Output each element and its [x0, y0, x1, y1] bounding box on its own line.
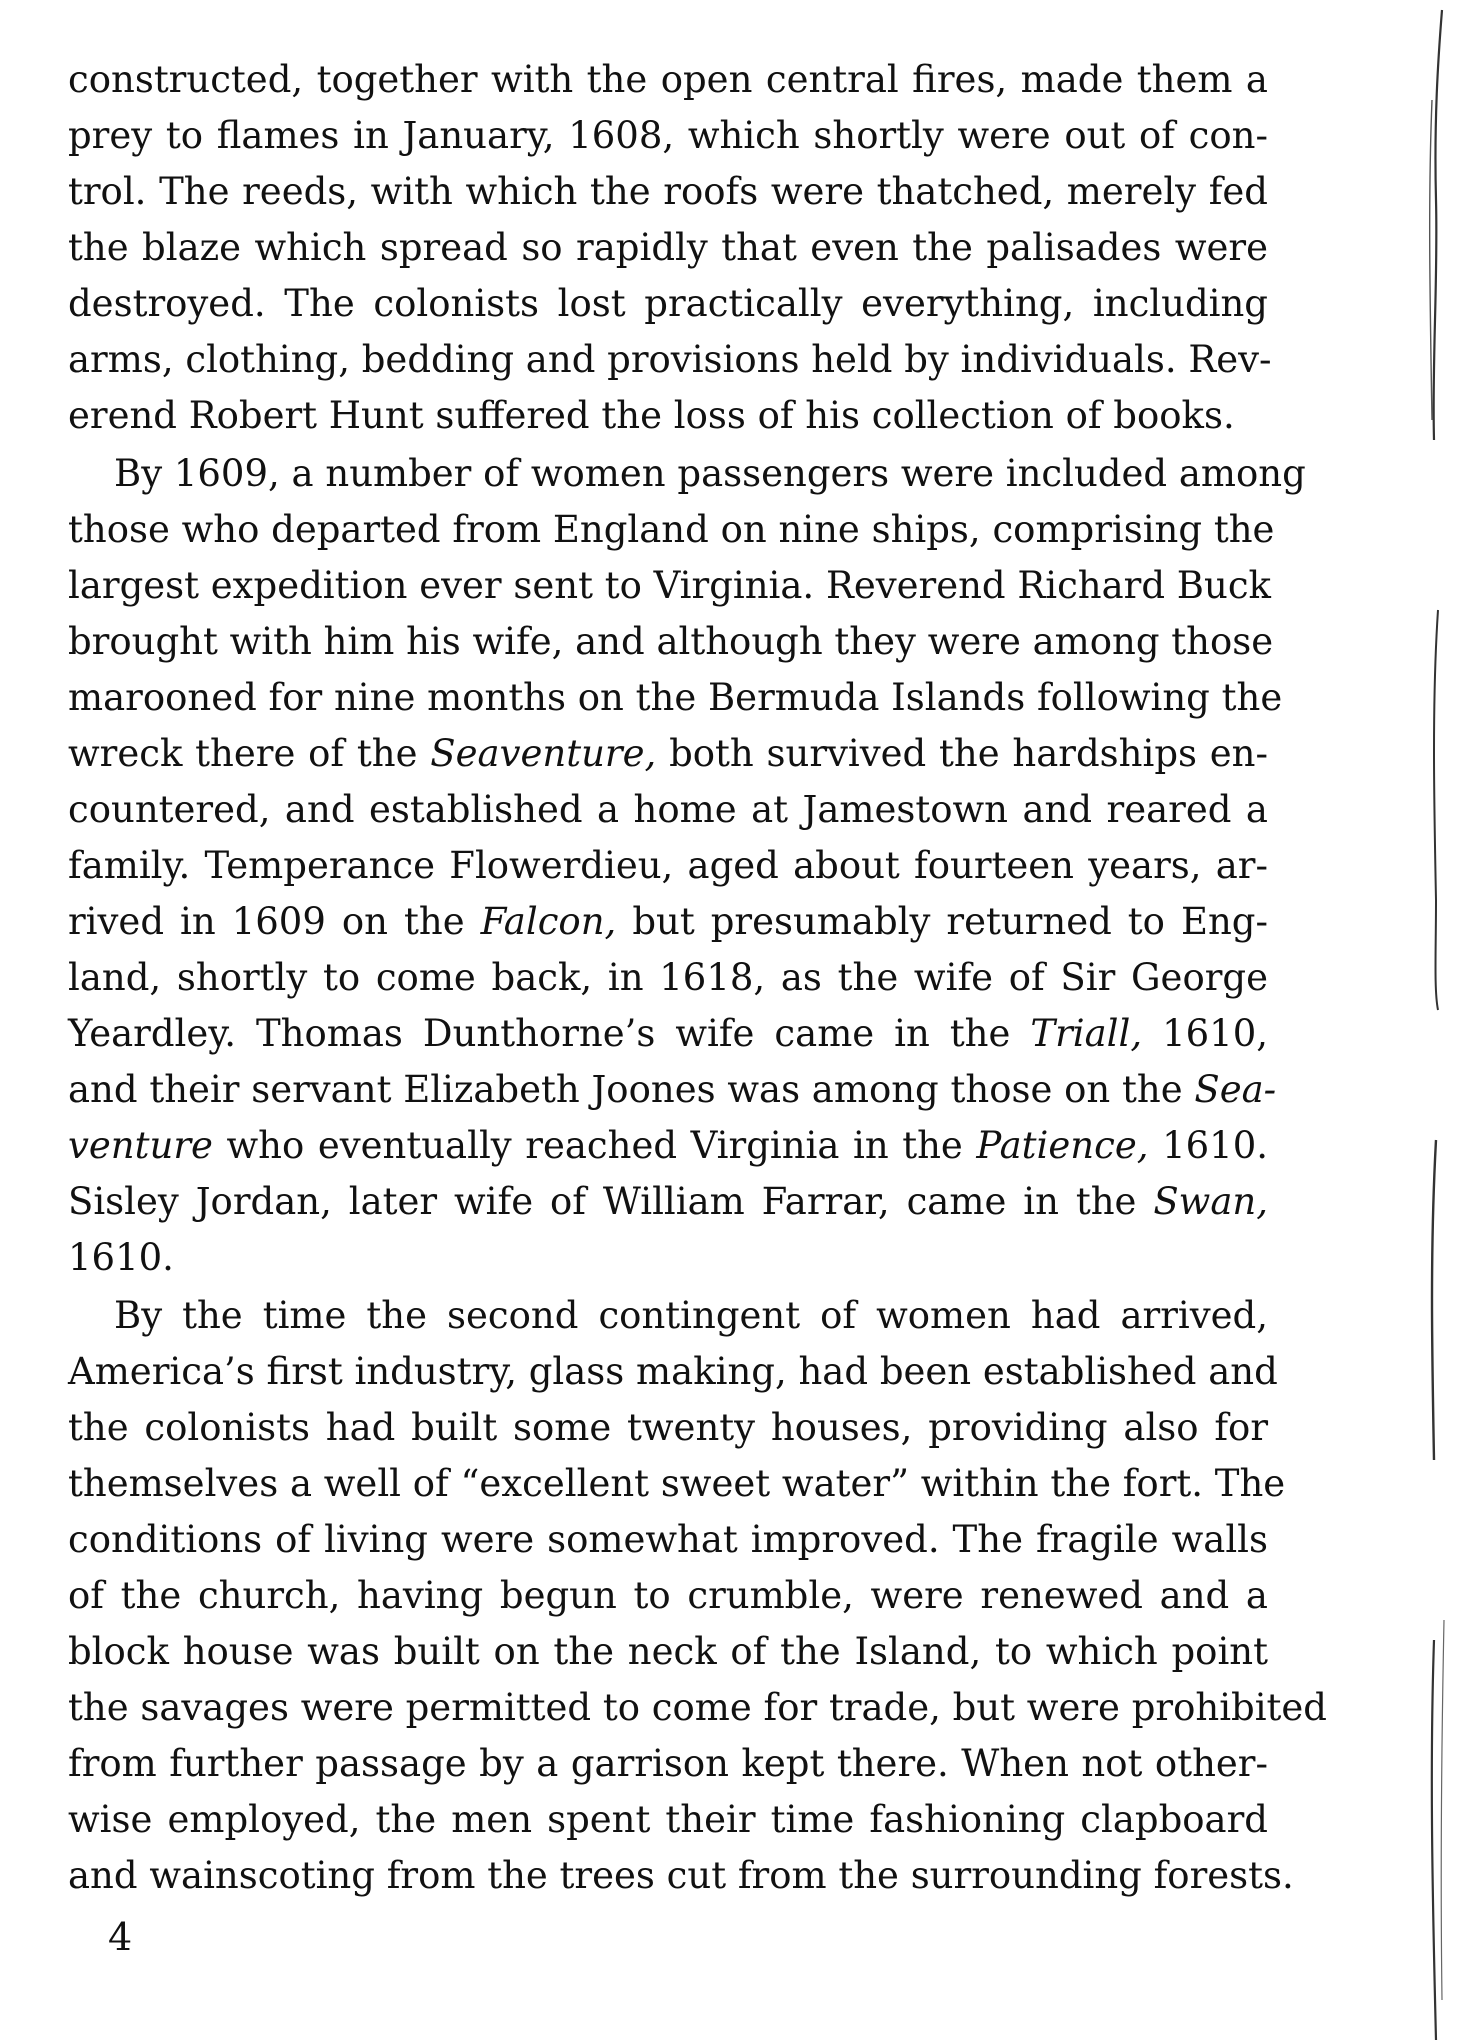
text-segment: constructed, together with the open central fires, made them a: [68, 58, 1268, 101]
text-segment: 1610.: [68, 1236, 174, 1279]
text-line: [68, 1568, 1268, 1624]
text-segment: marooned for nine months on the Bermuda Islands following the: [68, 676, 1283, 719]
text-segment: both survived the hardships en-: [656, 732, 1269, 775]
text-segment: By 1609, a number of women passengers were included among: [114, 452, 1306, 495]
text-segment: arms, clothing, bedding and provisions held by individuals. Rev-: [68, 338, 1272, 381]
paragraph-2: [68, 446, 1306, 1286]
text-line: [68, 1680, 1327, 1736]
text-line: [68, 108, 1268, 164]
text-segment: the savages were permitted to come for trade, but were prohibited: [68, 1686, 1327, 1729]
text-line: [68, 1792, 1268, 1848]
text-segment: conditions of living were somewhat improved. The fragile walls: [68, 1518, 1268, 1561]
italic-text: Swan,: [1153, 1180, 1268, 1223]
binding-edge-mark-2: [1430, 100, 1432, 420]
text-segment: the colonists had built some twenty houses, providing also for: [68, 1406, 1268, 1449]
page-number: 4: [108, 1915, 133, 1959]
text-segment: the blaze which spread so rapidly that even the palisades were: [68, 226, 1268, 269]
text-segment: land, shortly to come back, in 1618, as the wife of Sir George: [68, 956, 1268, 999]
text-segment: and their servant Elizabeth Joones was among those on the: [68, 1068, 1195, 1111]
text-segment: wreck there of the: [68, 732, 431, 775]
italic-text: Seaventure,: [430, 732, 657, 775]
text-line: [68, 1344, 1278, 1400]
text-line: [68, 1624, 1268, 1680]
paragraph-1: [68, 52, 1272, 444]
text-line: [68, 838, 1268, 894]
text-segment: but presumably returned to Eng-: [616, 900, 1268, 943]
binding-edge-mark-4: [1432, 1140, 1436, 1460]
text-segment: family. Temperance Flowerdieu, aged about fourteen years, ar-: [68, 844, 1268, 887]
text-line: [68, 1848, 1294, 1904]
text-segment: Sisley Jordan, later wife of William Farrar, came in the: [68, 1180, 1154, 1223]
text-segment: Yeardley. Thomas Dunthorne’s wife came in the: [68, 1012, 1031, 1055]
text-line: [68, 52, 1268, 108]
text-segment: America’s first industry, glass making, had been established and: [68, 1350, 1278, 1393]
text-segment: and wainscoting from the trees cut from the surrounding forests.: [68, 1854, 1294, 1897]
binding-edge-decoration: [1420, 0, 1469, 2043]
page-body: [68, 52, 1327, 1904]
text-line: [68, 276, 1268, 332]
text-segment: of the church, having begun to crumble, were renewed and a: [68, 1574, 1268, 1617]
text-segment: wise employed, the men spent their time fashioning clapboard: [68, 1798, 1268, 1841]
text-segment: block house was built on the neck of the Island, to which point: [68, 1630, 1268, 1673]
text-line: [68, 164, 1268, 220]
text-line: [68, 332, 1272, 388]
binding-edge-mark-5: [1432, 1640, 1436, 2040]
italic-text: venture: [68, 1124, 213, 1167]
binding-edge-mark-3: [1434, 610, 1438, 1010]
text-line: [68, 1512, 1268, 1568]
text-segment: those who departed from England on nine ships, comprising the: [68, 508, 1275, 551]
text-line: [68, 1174, 1268, 1230]
text-line: [68, 388, 1268, 444]
text-line: [68, 1288, 1268, 1344]
italic-text: Patience,: [976, 1124, 1149, 1167]
text-line: [68, 220, 1268, 276]
text-segment: 1610,: [1142, 1012, 1269, 1055]
italic-text: Falcon,: [480, 900, 617, 943]
text-line: [68, 558, 1271, 614]
text-segment: erend Robert Hunt suffered the loss of his collection of books.: [68, 394, 1235, 437]
text-segment: who eventually reached Virginia in the: [212, 1124, 977, 1167]
text-line: [68, 446, 1306, 502]
binding-edge-mark-6: [1441, 1620, 1444, 2000]
text-line: [68, 1400, 1268, 1456]
text-line: [68, 1736, 1268, 1792]
text-line: [68, 782, 1268, 838]
italic-text: Sea-: [1194, 1068, 1277, 1111]
text-line: [68, 1006, 1268, 1062]
text-segment: By the time the second contingent of women had arrived,: [114, 1294, 1268, 1337]
text-line: [68, 1456, 1286, 1512]
text-line: [68, 950, 1268, 1006]
text-segment: trol. The reeds, with which the roofs were thatched, merely fed: [68, 170, 1268, 213]
text-segment: themselves a well of “excellent sweet water” within the fort. The: [68, 1462, 1286, 1505]
text-line: [68, 894, 1268, 950]
text-line: [68, 726, 1268, 782]
text-line: [68, 614, 1274, 670]
text-segment: from further passage by a garrison kept there. When not other-: [68, 1742, 1268, 1785]
text-segment: prey to flames in January, 1608, which shortly were out of con-: [68, 114, 1268, 157]
text-segment: countered, and established a home at Jamestown and reared a: [68, 788, 1268, 831]
text-segment: brought with him his wife, and although they were among those: [68, 620, 1274, 663]
text-segment: rived in 1609 on the: [68, 900, 481, 943]
text-line: [68, 1118, 1268, 1174]
binding-edge-mark-1: [1434, 10, 1442, 440]
text-line: [68, 1062, 1277, 1118]
text-segment: 1610.: [1148, 1124, 1268, 1167]
paragraph-3: [68, 1288, 1327, 1904]
text-line: [68, 670, 1283, 726]
text-segment: largest expedition ever sent to Virginia. Reverend Richard Buck: [68, 564, 1271, 607]
text-segment: destroyed. The colonists lost practically everything, including: [68, 282, 1268, 325]
text-line: [68, 1230, 1268, 1286]
italic-text: Triall,: [1030, 1012, 1143, 1055]
text-line: [68, 502, 1275, 558]
